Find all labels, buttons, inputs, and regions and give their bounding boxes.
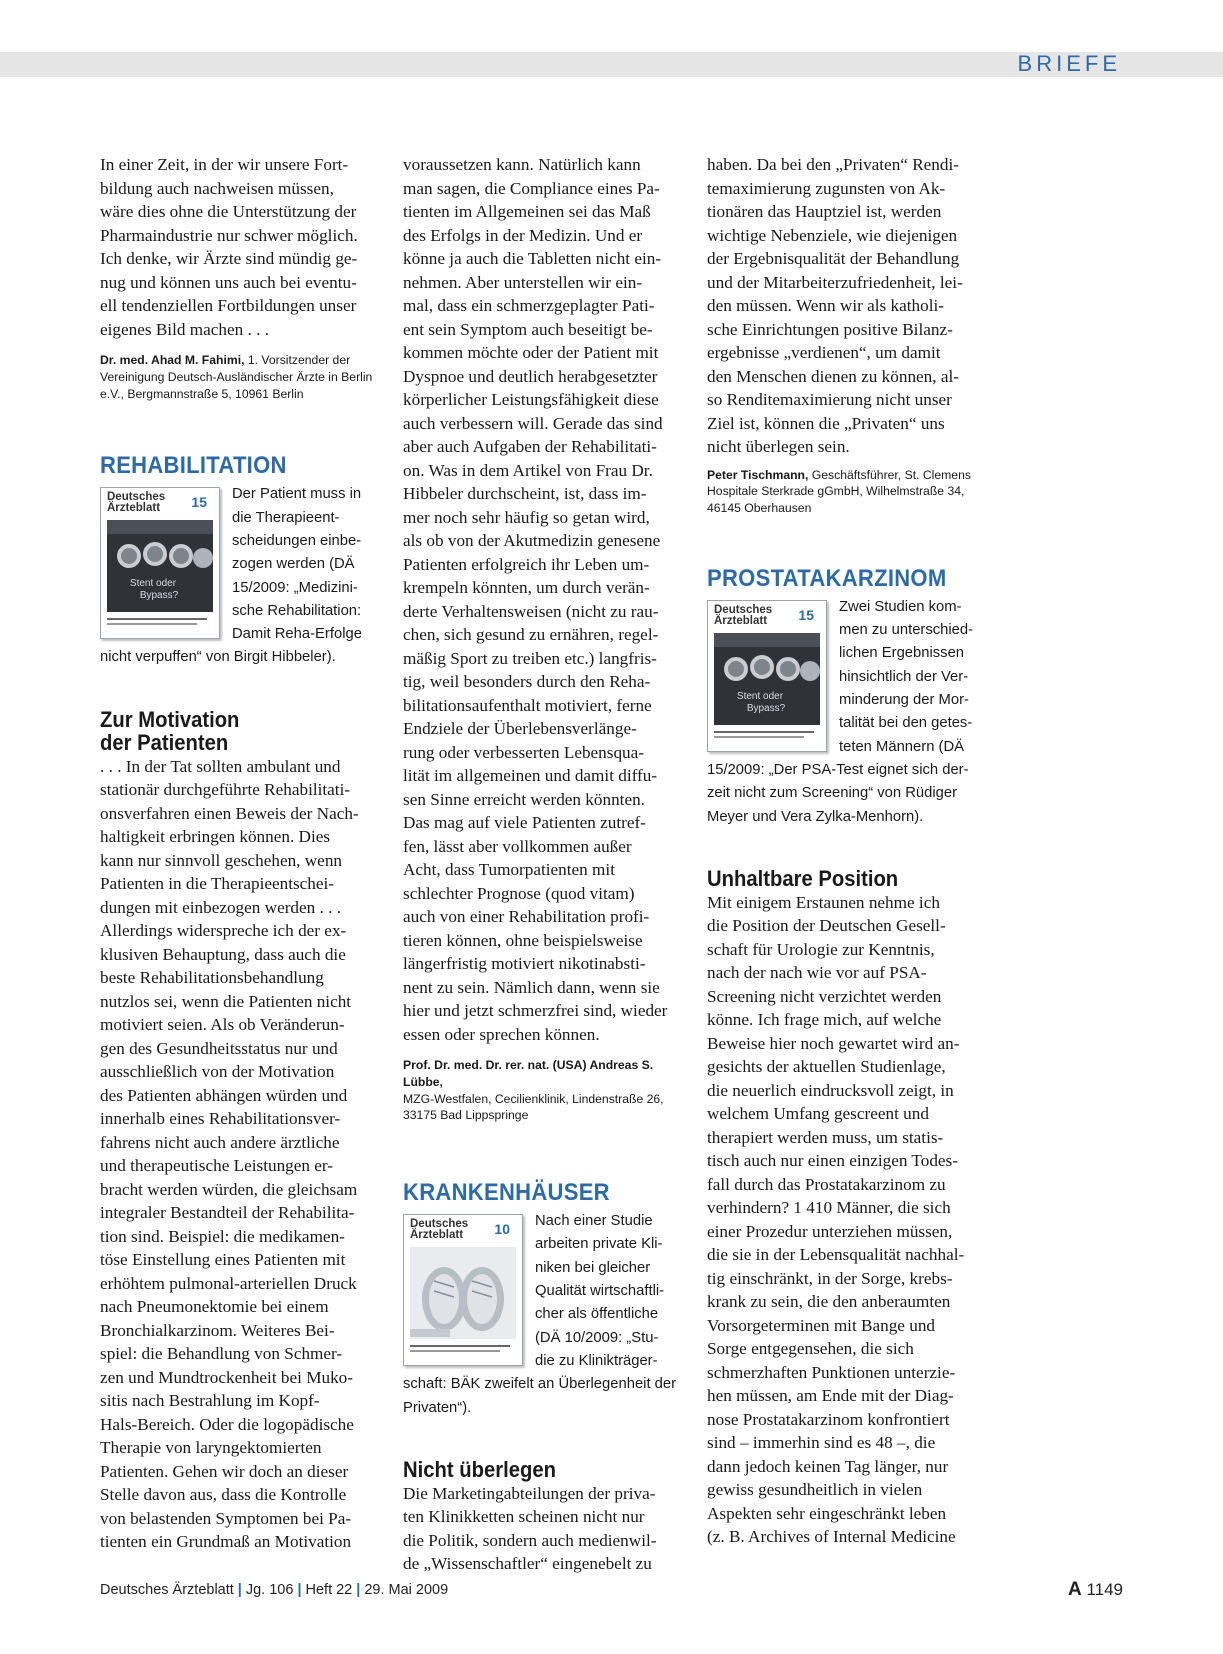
page-footer — [100, 1582, 448, 1598]
column-1 — [100, 153, 386, 1554]
teaser-text-continued: 15/2009: „Der PSA-Test eignet sich der- zeit nicht zum Screening“ von Rüdiger Meyer und Vera Zylka-Menhorn). — [707, 761, 969, 825]
svg-text:Bypass?: Bypass? — [746, 702, 786, 714]
cover-artwork — [107, 520, 213, 612]
cover-issue-number: 10 — [494, 1221, 510, 1238]
cover-issue-number: 15 — [191, 494, 207, 511]
letter-text: . . . In der Tat sollten ambulant und stationär durchgeführte Rehabilitati- onsverfahren einen Beweis der Nach- haltigkeit erbringen können. Dies kann nur sinnvoll geschehen, wenn Patienten in die Therapieentschei- dungen mit einbezogen werden . . . Allerdings widerspreche ich der ex- klusiven Behauptung, dass auch die beste Rehabilitationsbehandlung nutzlos sei, wenn die Patienten nicht motiviert seien. Als ob Veränderun- gen des Gesundheitsstatus nur und ausschließlich von der Motivation des Patienten abhängen würden und innerhalb eines Rehabilitationsver- fahrens nicht auch andere ärztliche und therapeutische Leistungen er- bracht werden würden, die gleichsam integraler Bestandteil der Rehabilita- tion sind. Beispiel: die medikamen- töse Einstellung eines Patienten mit erhöhtem pulmonal-arteriellen Druck nach Pneumonektomie bei einem Bronchialkarzinom. Weiteres Bei- spiel: die Behandlung von Schmer- zen und Mundtrockenheit bei Muko- sitis nach Bestrahlung im Kopf- Hals-Bereich. Oder die logopädische Therapie von laryngektomierten Patienten. Gehen wir doch an dieser Stelle davon aus, dass die Kontrolle von belastenden Symptomen bei Pa- tienten ein Grundmaß an Motivation — [100, 756, 359, 1552]
cover-artwork — [410, 1247, 516, 1339]
teaser-text: Nach einer Studie arbeiten private Kli- niken bei gleicher Qualität wirtschaftli- cher als öffentliche (DÄ 10/2009: „Stu- die zu Klinikträger- — [535, 1213, 665, 1369]
letter-signature — [707, 467, 993, 517]
author-name: Peter Tischmann, — [707, 467, 809, 482]
cover-brand: Deutsches Ärzteblatt — [410, 1218, 469, 1242]
page-number-value: 1149 — [1086, 1580, 1123, 1599]
author-details: 1. Vorsitzender der Vereinigung Deutsch-Ausländischer Ärzte in Berlin e.V., Bergmannstraße 5, 10961 Berlin — [100, 353, 373, 401]
cover-footer-lines — [107, 616, 213, 630]
author-name: Dr. med. Ahad M. Fahimi, — [100, 353, 245, 367]
svg-text:Stent oder: Stent oder — [736, 690, 784, 702]
letter-text: Mit einigem Erstaunen nehme ich die Position der Deutschen Gesell- schaft für Urologie zur Kenntnis, nach der nach wie vor auf PSA- Screening nicht verzichtet werden könne. Ich frage mich, auf welche Beweise hier noch gewartet wird an- gesichts der aktuellen Studienlage, die neuerlich eindrucksvoll zeigt, in welchem Umfang gescreent und therapiert werden muss, um statis- tisch auch nur einen einzigen Todes- fall durch das Prostatakarzinom zu verhindern? 1 410 Männer, die sich einer Prozedur unterziehen müssen, die sie in der Lebensqualität nachhal- tig einschränkt, in der Sorge, krebs- krank zu sein, die den anberaumten Vorsorgeterminen mit Bange und Sorge entgegensehen, die sich schmerzhaften Punktionen unterzie- hen müssen, am Ende mit der Diag- nose Prostatakarzinom konfrontiert sind – immerhin sind es 48 –, die dann jedoch keinen Tag länger, nur gewiss gesundheitlich in vielen Aspekten sehr eingeschränkt leben (z. B. Archives of Internal Medicine — [707, 892, 965, 1547]
cover-artwork — [714, 633, 820, 725]
page-number — [1068, 1579, 1123, 1601]
journal-name: Deutsches Ärzteblatt — [100, 1582, 234, 1598]
letter-heading: Nicht überlegen — [403, 1456, 556, 1482]
journal-volume: Jg. 106 — [245, 1582, 294, 1598]
cover-brand: Deutsches Ärzteblatt — [714, 603, 773, 627]
issue-cover-thumbnail[interactable] — [100, 487, 220, 639]
topic-heading: REHABILITATION — [100, 452, 287, 480]
letter-signature — [100, 352, 386, 402]
letter-text: Die Marketingabteilungen der priva- ten Klinikketten scheinen nicht nur die Politik, sondern auch medienwil- de „Wissenschaftler“ eingenebelt zu — [403, 1483, 657, 1574]
svg-text:Stent oder: Stent oder — [129, 578, 177, 590]
issue-cover-thumbnail[interactable] — [403, 1214, 523, 1366]
section-label: BRIEFE — [1017, 51, 1121, 76]
separator: | — [297, 1582, 302, 1598]
page-prefix: A — [1067, 1579, 1082, 1600]
letter-signature — [403, 1057, 689, 1124]
letter-heading: Zur Motivation der Patienten — [100, 706, 240, 755]
journal-date: 29. Mai 2009 — [364, 1582, 449, 1598]
letter-heading: Unhaltbare Position — [707, 865, 899, 891]
teaser-text: Der Patient muss in die Therapieent- scheidungen einbe- zogen werden (DÄ 15/2009: „Medizini- sche Rehabilitation: Damit Reha-Erfolge — [232, 486, 362, 643]
column-3 — [707, 153, 993, 1549]
separator: | — [356, 1582, 361, 1598]
column-2 — [403, 153, 689, 1576]
letter-text: voraussetzen kann. Natürlich kann man sagen, die Compliance eines Pa- tienten im Allgemeinen sei das Maß des Erfolgs in der Medizin. Und er könne ja auch die Tabletten nicht ein- nehmen. Aber unterstellen wir ein- mal, dass ein schmerzgeplagter Pati- ent sein Symptom auch beseitigt be- kommen möchte oder der Patient mit Dyspnoe und deutlich herabgesetzter körperlicher Leistungsfähigkeit diese auch verbessern will. Gerade das sind aber auch Aufgaben der Rehabilitati- on. Was in dem Artikel von Frau Dr. Hibbeler durchscheint, ist, dass im- mer noch sehr häufig so getan wird, als ob von der Akutmedizin genesene Patienten erfolgreich ihr Leben um- krempeln könnten, um durch verän- derte Verhaltensweisen (nicht zu rau- chen, sich gesund zu ernähren, regel- mäßig Sport zu treiben etc.) langfris- tig, weil besonders durch den Reha- bilitationsaufenthalt motiviert, ferne Endziele der Überlebensverlänge- rung oder verbesserten Lebensqua- lität im allgemeinen und damit diffu- sen Sinne erreicht werden könnten. Das mag auf viele Patienten zutref- fen, lässt aber vollkommen außer Acht, dass Tumorpatienten mit schlechter Prognose (quod vitam) auch von einer Rehabilitation profi- tieren können, ohne beispielsweise längerfristig motiviert nikotinabsti- nent zu sein. Nämlich dann, wenn sie hier und jetzt schmerzfrei sind, wieder essen oder sprechen können. — [403, 155, 668, 1044]
svg-text:Bypass?: Bypass? — [139, 590, 179, 602]
cover-issue-number: 15 — [798, 606, 814, 623]
teaser-text: Zwei Studien kom- men zu unterschied- lichen Ergebnissen hinsichtlich der Ver- minderung der Mor- talität bei den getes- teten Männern (DÄ — [839, 598, 974, 755]
journal-issue: Heft 22 — [305, 1582, 353, 1598]
author-name: Prof. Dr. med. Dr. rer. nat. (USA) Andreas S. Lübbe, — [403, 1058, 654, 1089]
letter-text: haben. Da bei den „Privaten“ Rendi- temaximierung zugunsten von Ak- tionären das Hauptziel ist, werden wichtige Nebenziele, wie diejenigen der Ergebnisqualität der Behandlung und der Mitarbeiterzufriedenheit, lei- den müssen. Wenn wir als katholi- sche Einrichtungen positive Bilanz- ergebnisse „verdienen“, um damit den Menschen dienen zu können, al- so Renditemaximierung nicht unser Ziel ist, können die „Privaten“ uns nicht überlegen sein. — [707, 155, 963, 456]
cover-footer-lines — [714, 729, 820, 743]
teaser-text-continued: schaft: BÄK zweifelt an Überlegenheit der Privaten“). — [403, 1376, 677, 1416]
author-details: Geschäftsführer, St. Clemens Hospitale Sterkrade gGmbH, Wilhelmstraße 34, 46145 Oberhausen — [707, 467, 971, 516]
topic-heading: PROSTATAKARZINOM — [707, 564, 947, 592]
cover-footer-lines — [410, 1343, 516, 1357]
issue-cover-thumbnail[interactable] — [707, 600, 827, 752]
topic-heading: KRANKENHÄUSER — [403, 1179, 610, 1207]
letter-text: In einer Zeit, in der wir unsere Fort- bildung auch nachweisen müssen, wäre dies ohne die Unterstützung der Pharmaindustrie nur schwer möglich. Ich denke, wir Ärzte sind mündig ge- nug und können uns auch bei eventu- ell tendenziellen Fortbildungen unser eigenes Bild machen . . . — [100, 155, 358, 339]
author-details: MZG-Westfalen, Cecilienklinik, Lindenstraße 26, 33175 Bad Lippspringe — [403, 1091, 664, 1123]
teaser-text-continued: nicht verpuffen“ von Birgit Hibbeler). — [100, 649, 336, 666]
separator: | — [237, 1582, 242, 1598]
cover-brand: Deutsches Ärzteblatt — [107, 491, 166, 515]
